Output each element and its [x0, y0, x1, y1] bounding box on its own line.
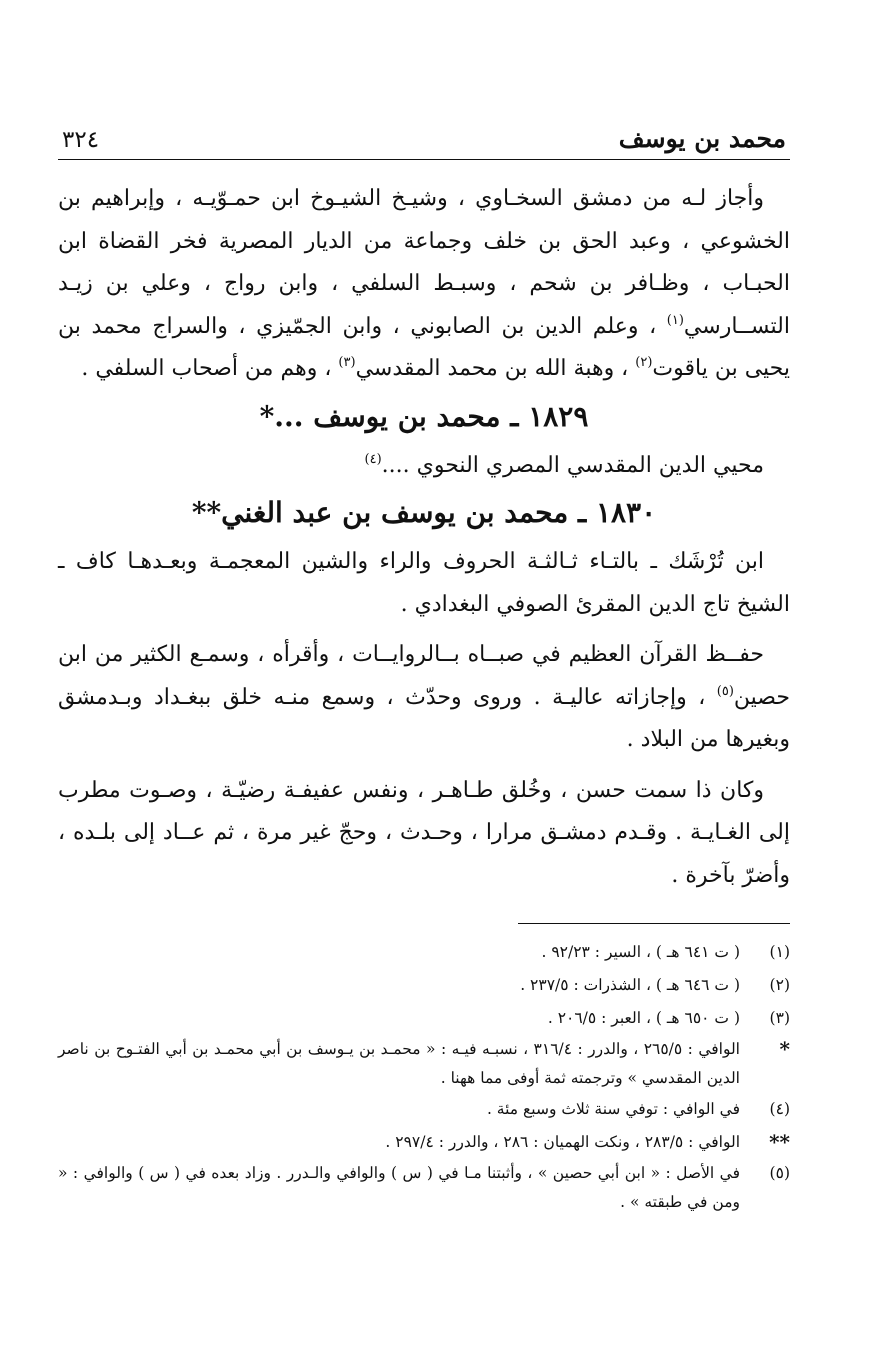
footnotes-section — [58, 936, 790, 1217]
footnote-3 — [58, 1002, 790, 1035]
footnote-mark: (٤) — [769, 1100, 790, 1118]
footnote-mark: ** — [769, 1130, 790, 1154]
footnote-mark: * — [779, 1037, 790, 1061]
continuation-paragraph — [58, 178, 790, 391]
footnote-text: في الوافي : توفي سنة ثلاث وسبع مئة . — [486, 1100, 740, 1118]
entry-1830-paragraph-2-a: حفــظ القرآن العظيم في صبــاه بــالروايــات ، وأقرأه ، وسمـع الكثير من ابن حصين — [58, 642, 790, 710]
entry-heading-1829: ١٨٢٩ ـ محمد بن يوسف ...* — [259, 399, 589, 433]
book-page — [58, 118, 790, 1217]
continuation-text-a: وأجاز لـه من دمشق السخـاوي ، وشيـخ الشيـوخ ابن حمـوّيـه ، وإبراهيم بن الخشوعي ، وعبد الحق بن خلف وجماعة من الديار المصرية فخر القضاة ابن الحبـاب ، وظـافر بن شحم ، وسبـط السلفي ، وابن رواج ، وعلي بن زيـد التســارسي — [58, 186, 790, 339]
entry-1830-paragraph-2 — [58, 634, 790, 762]
entry-1829-paragraph — [58, 445, 790, 488]
footnote-ref-3: (٣) — [338, 355, 356, 370]
page-number: ٣٢٤ — [62, 127, 100, 153]
footnote-4 — [58, 1093, 790, 1126]
footnote-5 — [58, 1159, 790, 1217]
entry-1829-text: محيي الدين المقدسي المصري النحوي .... — [381, 452, 764, 478]
continuation-text-d: ، وهم من أصحاب السلفي . — [81, 356, 339, 381]
footnote-mark: (١) — [769, 943, 790, 961]
footnote-text: الوافي : ٢٦٥/٥ ، والدرر : ٣١٦/٤ ، نسبـه فيـه : « محمـد بن يـوسف بن أبي محمـد بن أبي الفتـوح بن ناصر الدين المقدسي » وترجمته ثمة أوفى مما ههنا . — [58, 1040, 740, 1087]
entry-1830-paragraph-1: ابن تُرْشَك ـ بالتـاء ثـالثـة الحروف والراء والشين المعجمـة وبعـدهـا كاف ـ الشيخ تاج الدين المقرئ الصوفي البغدادي . — [58, 549, 790, 617]
footnote-1 — [58, 936, 790, 969]
footnote-ref-4: (٤) — [364, 451, 382, 467]
footnote-divider — [518, 923, 790, 924]
footnote-mark: (٣) — [769, 1009, 790, 1027]
entry-1830-paragraph-2-b: ، وإجازاته عاليـة . وروى وحدّث ، وسمع منـه خلق ببغـداد وبـدمشق وبغيرها من البلاد . — [58, 684, 790, 752]
continuation-text-c: ، وهبة الله بن محمد المقدسي — [355, 356, 636, 381]
footnote-ref-1: (١) — [666, 312, 684, 328]
footnote-mark: (٥) — [769, 1164, 790, 1182]
footnote-mark: (٢) — [769, 976, 790, 994]
footnote-star — [58, 1035, 790, 1093]
running-head — [58, 118, 790, 160]
footnote-2 — [58, 969, 790, 1002]
running-title: محمد بن يوسف — [618, 124, 786, 153]
continuation-text-b: ، وعلم الدين بن الصابوني ، وابن الجمّيزي ، والسراج محمد بن يحيى بن ياقوت — [58, 313, 790, 381]
footnote-text: ( ت ٦٤١ هـ ) ، السير : ٩٢/٢٣ . — [541, 943, 740, 961]
footnote-ref-5: (٥) — [716, 683, 734, 699]
entry-1830-paragraph-3: وكان ذا سمت حسن ، وخُلق طـاهـر ، ونفس عفيفـة رضيّـة ، وصـوت مطرب إلى الغـايـة . وقـدم دمشـق مرارا ، وحـدث ، وحجّ غير مرة ، ثم عــاد إلى بلـده ، وأضرّ بآخرة . — [58, 777, 790, 888]
footnote-text: ( ت ٦٤٦ هـ ) ، الشذرات : ٢٣٧/٥ . — [520, 976, 740, 994]
footnote-text: في الأصل : « ابن أبي حصين » ، وأثبتنا مـا في ( س ) والوافي والـدرر . وزاد بعده في ( س ) والوافي : « ومن في طبقته » . — [58, 1164, 740, 1211]
footnote-double-star — [58, 1126, 790, 1159]
footnote-ref-2: (٢) — [635, 355, 653, 370]
footnote-text: ( ت ٦٥٠ هـ ) ، العبر : ٢٠٦/٥ . — [547, 1009, 740, 1027]
entry-heading-1830: ١٨٣٠ ـ محمد بن يوسف بن عبد الغني** — [191, 496, 657, 529]
footnote-text: الوافي : ٢٨٣/٥ ، ونكت الهميان : ٢٨٦ ، والدرر : ٢٩٧/٤ . — [385, 1133, 740, 1151]
